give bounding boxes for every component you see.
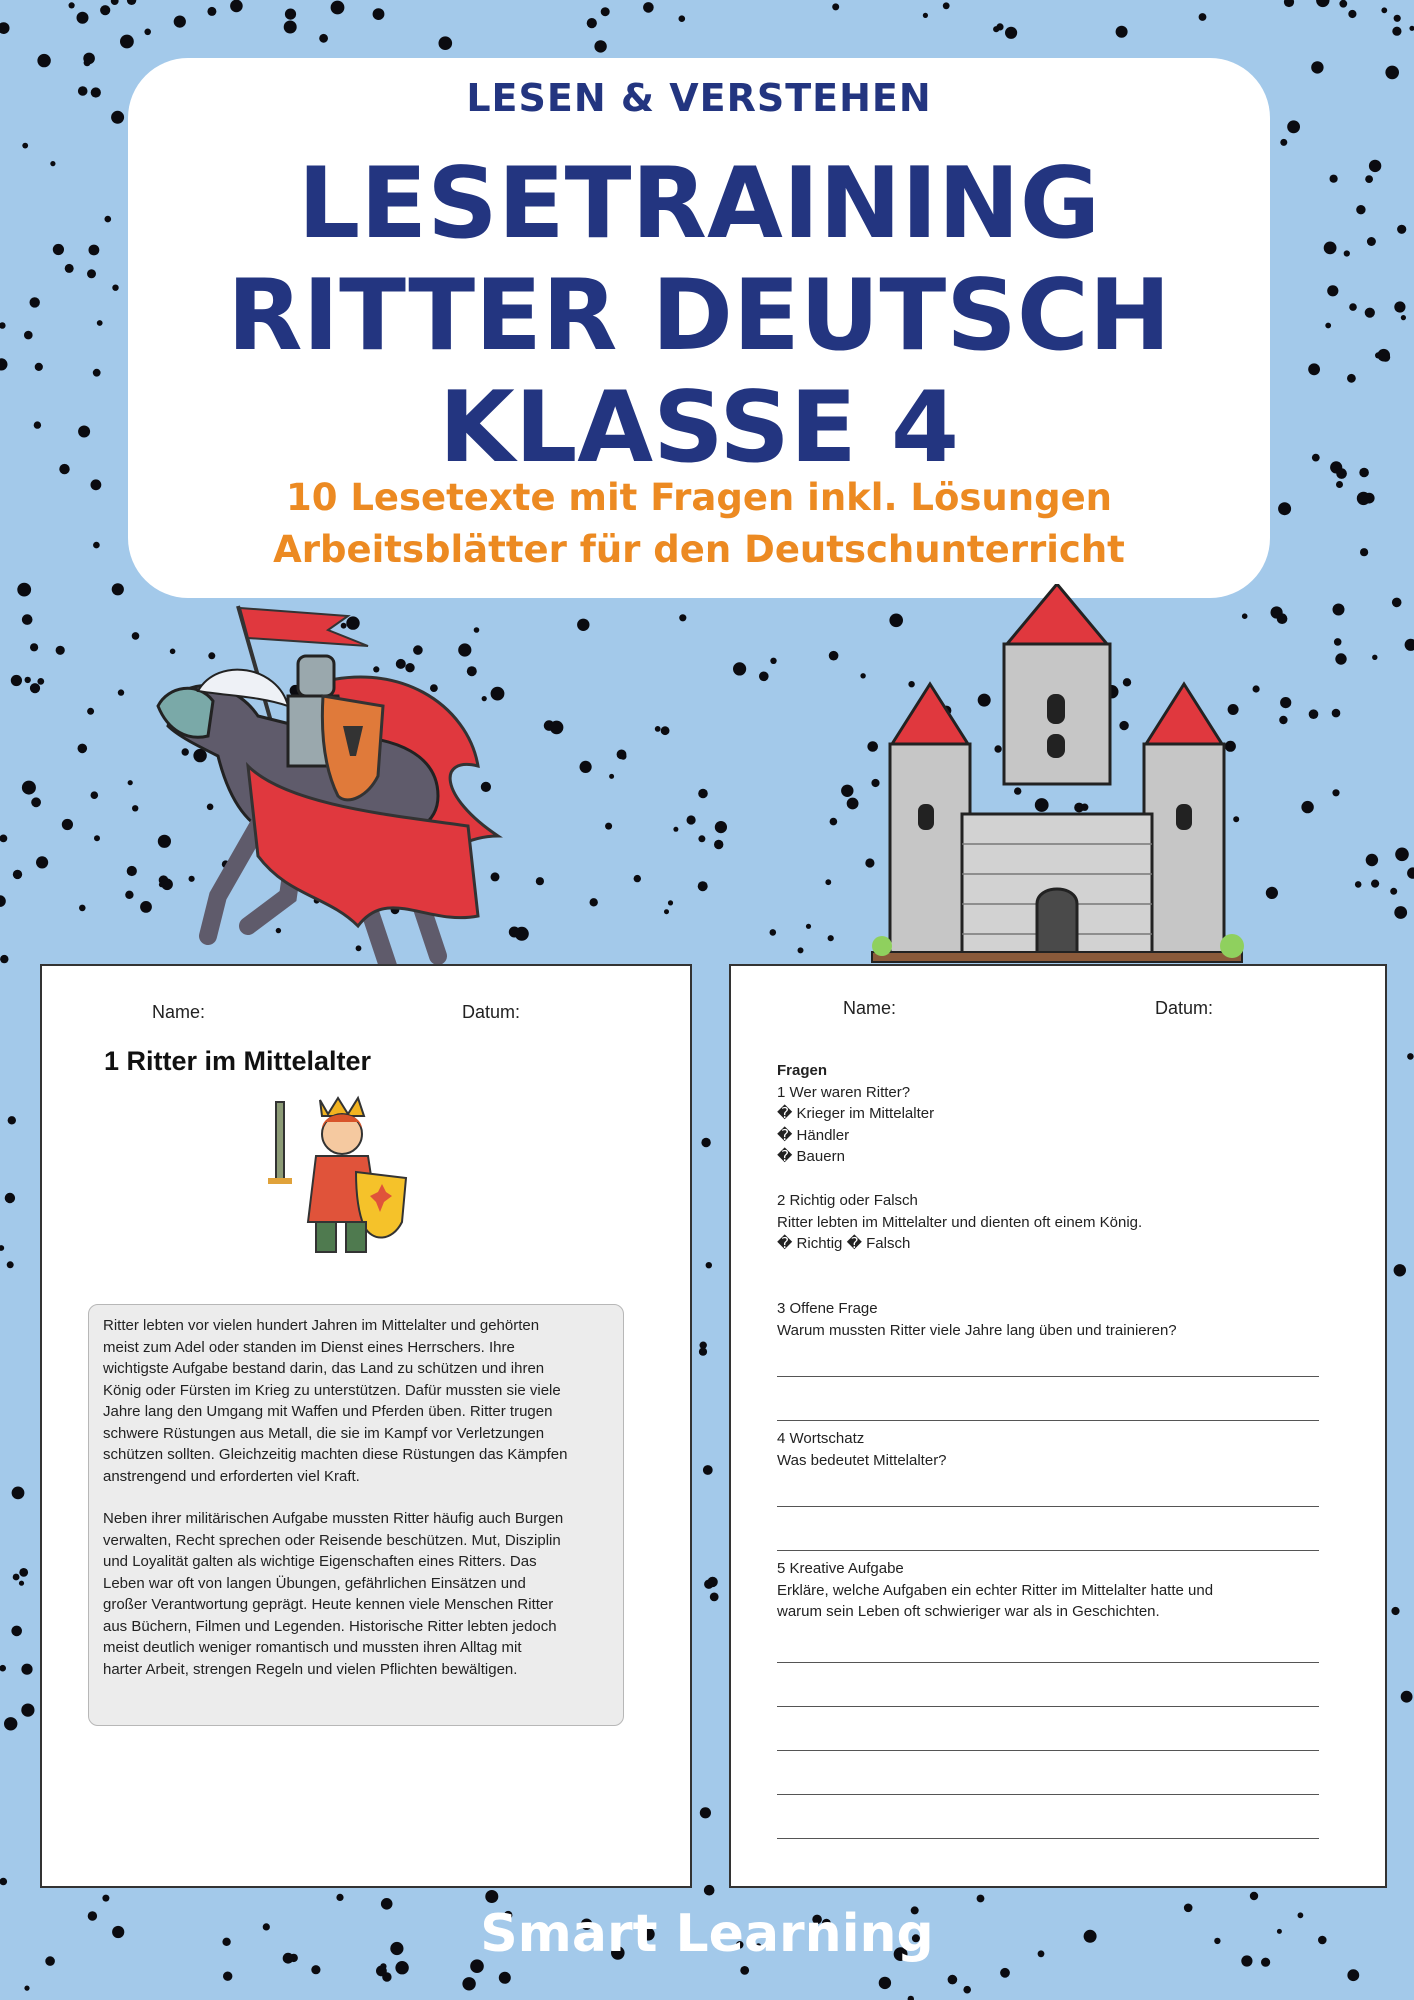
- background-dot: [0, 955, 8, 963]
- background-dot: [19, 1568, 28, 1577]
- background-dot: [703, 1465, 713, 1475]
- background-dot: [0, 835, 7, 843]
- text-line: Ritter lebten vor vielen hundert Jahren im Mittelalter und gehörten: [103, 1317, 540, 1334]
- background-dot: [93, 369, 101, 377]
- background-dot: [699, 1348, 707, 1356]
- background-dot: [661, 726, 670, 735]
- background-dot: [30, 683, 40, 693]
- background-dot: [1392, 598, 1402, 608]
- background-dot: [704, 1885, 715, 1896]
- background-dot: [0, 322, 6, 329]
- background-dot: [679, 15, 686, 22]
- background-dot: [948, 1975, 958, 1985]
- background-dot: [1394, 906, 1407, 919]
- question-2-block: [777, 1190, 1337, 1255]
- background-dot: [1280, 697, 1291, 708]
- background-dot: [78, 744, 88, 754]
- text-line: wichtigste Aufgabe bestand darin, das Land zu schützen und ihren: [103, 1360, 545, 1377]
- question-2-title: 2 Richtig oder Falsch: [777, 1192, 918, 1209]
- background-dot: [977, 1895, 985, 1903]
- background-dot: [733, 662, 746, 675]
- background-dot: [30, 643, 38, 651]
- background-dot: [230, 0, 243, 12]
- background-dot: [0, 358, 8, 370]
- background-dot: [223, 1972, 232, 1981]
- title-line-1: LESETRAINING: [297, 147, 1101, 261]
- answer-line[interactable]: [777, 1420, 1319, 1421]
- background-dot: [1332, 789, 1339, 796]
- text-line: Leben war oft von langen Übungen, gefährlichen Einsätzen und: [103, 1574, 526, 1592]
- question-1-title: 1 Wer waren Ritter?: [777, 1083, 911, 1101]
- background-dot: [17, 583, 31, 597]
- background-dot: [620, 753, 626, 759]
- background-dot: [1266, 887, 1278, 899]
- background-dot: [24, 1986, 29, 1991]
- background-dot: [993, 26, 999, 32]
- background-dot: [0, 1665, 6, 1672]
- background-dot: [1301, 801, 1313, 813]
- reading-text-box: [88, 1304, 624, 1726]
- background-dot: [59, 464, 69, 474]
- background-dot: [605, 823, 612, 830]
- background-dot: [1392, 27, 1401, 36]
- background-dot: [1359, 468, 1369, 478]
- background-dot: [923, 13, 928, 18]
- king-knight-illustration: [268, 1092, 438, 1260]
- background-dot: [1116, 26, 1128, 38]
- text-line: König oder Fürsten im Krieg zu unterstützen. Dafür mussten sie viele: [103, 1381, 561, 1399]
- answer-line[interactable]: [777, 1550, 1319, 1551]
- background-dot: [380, 1963, 386, 1969]
- background-dot: [13, 1574, 20, 1581]
- background-dot: [102, 1895, 109, 1902]
- background-dot: [1277, 613, 1288, 624]
- answer-line[interactable]: [777, 1706, 1319, 1707]
- background-dot: [112, 583, 124, 595]
- text-line: verwalten, Recht sprechen oder Reisende beschützen. Mut, Disziplin: [103, 1531, 561, 1549]
- background-dot: [1253, 685, 1260, 692]
- background-dot: [664, 909, 669, 914]
- background-dot: [1355, 881, 1362, 888]
- background-dot: [643, 2, 654, 13]
- background-dot: [847, 798, 859, 810]
- background-dot: [1394, 1264, 1406, 1276]
- background-dot: [1365, 308, 1375, 318]
- background-dot: [1401, 315, 1406, 320]
- background-dot: [1347, 374, 1356, 383]
- answer-line[interactable]: [777, 1376, 1319, 1377]
- answer-line[interactable]: [777, 1750, 1319, 1751]
- question-1-block: [777, 1060, 1337, 1168]
- background-dot: [668, 900, 673, 905]
- question-5-title: 5 Kreative Aufgabe: [777, 1560, 904, 1577]
- subtitle-line-1: 10 Lesetexte mit Fragen inkl. Lösungen: [285, 476, 1113, 519]
- background-dot: [1284, 0, 1294, 7]
- background-dot: [69, 2, 75, 8]
- background-dot: [1325, 323, 1331, 329]
- background-dot: [1405, 639, 1414, 651]
- background-dot: [587, 18, 597, 28]
- background-dot: [91, 87, 101, 97]
- question-1-option-2[interactable]: � Händler: [777, 1126, 850, 1144]
- background-dot: [841, 785, 853, 797]
- background-dot: [1279, 716, 1287, 724]
- background-dot: [0, 1245, 4, 1251]
- background-dot: [1311, 61, 1323, 73]
- background-dot: [111, 0, 119, 5]
- text-line: aus Büchern, Filmen und Legenden. Historische Ritter lebten jedoch: [103, 1617, 557, 1635]
- background-dot: [704, 1580, 713, 1589]
- background-dot: [715, 821, 727, 833]
- background-dot: [22, 614, 33, 625]
- background-dot: [832, 3, 839, 10]
- castle-illustration: [862, 584, 1252, 974]
- title-line-3: KLASSE 4: [438, 371, 960, 485]
- background-dot: [125, 891, 133, 899]
- background-dot: [1357, 492, 1370, 505]
- background-dot: [21, 1664, 32, 1675]
- background-dot: [1356, 205, 1365, 214]
- background-dot: [1332, 709, 1341, 718]
- background-dot: [19, 1581, 24, 1586]
- background-dot: [577, 619, 589, 631]
- background-dot: [1366, 854, 1378, 866]
- questions-heading: Fragen: [777, 1062, 828, 1079]
- name-label: Name:: [843, 998, 897, 1018]
- subtitle-line-2: Arbeitsblätter für den Deutschunterricht: [273, 528, 1125, 571]
- background-dot: [1369, 160, 1381, 172]
- background-dot: [601, 7, 610, 16]
- name-label: Name:: [152, 1002, 206, 1022]
- background-dot: [1199, 13, 1207, 21]
- background-dot: [943, 2, 950, 9]
- background-dot: [22, 781, 36, 795]
- background-dot: [1377, 349, 1390, 362]
- background-dot: [759, 672, 769, 682]
- background-dot: [1365, 175, 1373, 183]
- background-dot: [1348, 10, 1356, 18]
- background-dot: [174, 16, 186, 28]
- background-dot: [590, 898, 598, 906]
- background-dot: [373, 8, 385, 20]
- background-dot: [1409, 26, 1414, 31]
- background-dot: [580, 761, 592, 773]
- background-dot: [79, 905, 86, 912]
- background-dot: [594, 40, 606, 52]
- background-dot: [111, 111, 124, 124]
- background-dot: [11, 1626, 22, 1637]
- reading-paragraph-1: [103, 1315, 609, 1487]
- background-dot: [1394, 15, 1401, 22]
- background-dot: [770, 929, 777, 936]
- background-dot: [77, 12, 89, 24]
- background-dot: [798, 947, 804, 953]
- background-dot: [1407, 1053, 1414, 1060]
- background-dot: [24, 331, 33, 340]
- background-dot: [1309, 709, 1319, 719]
- background-dot: [1287, 120, 1300, 133]
- background-dot: [87, 269, 96, 278]
- knight-on-horse-illustration: [138, 596, 568, 986]
- question-4-text: Was bedeutet Mittelalter?: [777, 1451, 947, 1469]
- background-dot: [828, 935, 834, 941]
- background-dot: [1278, 502, 1291, 515]
- background-dot: [91, 479, 102, 490]
- title-line-2: RITTER DEUTSCH: [227, 259, 1171, 373]
- background-dot: [1334, 638, 1342, 646]
- background-dot: [1381, 7, 1387, 13]
- background-dot: [1280, 139, 1287, 146]
- background-dot: [1005, 27, 1017, 39]
- background-dot: [1395, 848, 1409, 862]
- background-dot: [1401, 1691, 1413, 1703]
- date-label: Datum:: [1155, 998, 1214, 1018]
- answer-line[interactable]: [777, 1506, 1319, 1507]
- background-dot: [1349, 303, 1357, 311]
- background-dot: [7, 1261, 14, 1268]
- background-dot: [112, 285, 118, 291]
- background-dot: [1330, 175, 1338, 183]
- background-dot: [1407, 867, 1414, 878]
- background-dot: [1308, 363, 1320, 375]
- question-3-text: Warum mussten Ritter viele Jahre lang üben und trainieren?: [777, 1321, 1177, 1339]
- background-dot: [879, 1977, 891, 1989]
- background-dot: [11, 675, 22, 686]
- question-2-statement: Ritter lebten im Mittelalter und dienten oft einem König.: [777, 1213, 1143, 1231]
- background-dot: [1324, 242, 1337, 255]
- background-dot: [908, 1996, 914, 2000]
- background-dot: [37, 54, 50, 67]
- background-dot: [31, 797, 41, 807]
- background-dot: [30, 297, 40, 307]
- reading-text-sheet: [40, 964, 692, 1888]
- background-dot: [740, 1966, 749, 1975]
- background-dot: [78, 426, 90, 438]
- background-dot: [634, 875, 641, 882]
- background-dot: [53, 244, 64, 255]
- background-dot: [806, 924, 811, 929]
- text-line: anstrengend und erforderten viel Kraft.: [103, 1467, 360, 1485]
- background-dot: [700, 1807, 711, 1818]
- background-dot: [127, 0, 136, 5]
- text-line: Neben ihrer militärischen Aufgabe mussten Ritter häufig auch Burgen: [103, 1510, 564, 1527]
- background-dot: [284, 21, 297, 34]
- background-dot: [439, 36, 453, 50]
- background-dot: [78, 86, 88, 96]
- background-dot: [1000, 1968, 1010, 1978]
- question-5-text-line-2: warum sein Leben oft schwieriger war als in Geschichten.: [777, 1603, 1160, 1620]
- background-dot: [1385, 66, 1399, 80]
- question-4-block: [777, 1428, 1337, 1471]
- background-dot: [336, 1894, 343, 1901]
- background-dot: [91, 791, 99, 799]
- background-dot: [830, 818, 838, 826]
- text-line: großer Verantwortung geprägt. Heute kennen viele Menschen Ritter: [103, 1596, 554, 1613]
- background-dot: [1391, 1607, 1399, 1615]
- background-dot: [673, 827, 678, 832]
- background-dot: [35, 363, 43, 371]
- kicker: LESEN & VERSTEHEN: [466, 76, 932, 120]
- background-dot: [1360, 548, 1368, 556]
- background-dot: [1336, 468, 1347, 479]
- answer-line[interactable]: [777, 1838, 1319, 1839]
- background-dot: [701, 1138, 710, 1147]
- background-dot: [963, 1986, 971, 1994]
- background-dot: [1344, 250, 1350, 256]
- background-dot: [128, 780, 133, 785]
- background-dot: [0, 895, 6, 907]
- background-dot: [1312, 454, 1320, 462]
- background-dot: [1335, 653, 1346, 664]
- header-card: [128, 58, 1270, 598]
- background-dot: [100, 5, 110, 15]
- question-1-option-1[interactable]: � Krieger im Mittelalter: [777, 1105, 935, 1122]
- background-dot: [94, 835, 100, 841]
- text-line: Jahre lang den Umgang mit Waffen und Pferden üben. Ritter trugen: [103, 1403, 553, 1420]
- background-dot: [87, 708, 94, 715]
- background-dot: [714, 840, 723, 849]
- answer-line[interactable]: [777, 1662, 1319, 1663]
- background-dot: [1339, 0, 1347, 8]
- background-dot: [83, 53, 95, 65]
- background-dot: [127, 866, 137, 876]
- background-dot: [89, 245, 100, 256]
- background-dot: [687, 815, 696, 824]
- background-dot: [829, 651, 839, 661]
- text-line: harter Arbeit, strengen Regeln und vielen Pflichten bewältigen.: [103, 1660, 518, 1678]
- lesson-title: 1 Ritter im Mittelalter: [104, 1046, 372, 1076]
- background-dot: [25, 677, 31, 683]
- text-line: schwere Rüstungen aus Metall, die sie im Kampf vor Verletzungen: [103, 1424, 545, 1442]
- background-dot: [485, 1890, 498, 1903]
- background-dot: [285, 9, 296, 20]
- background-dot: [13, 870, 22, 879]
- text-line: und Loyalität galten als wichtige Eigenschaften eines Ritters. Das: [103, 1553, 537, 1570]
- background-dot: [12, 1487, 25, 1500]
- background-dot: [22, 143, 28, 149]
- background-dot: [1394, 301, 1405, 312]
- background-dot: [0, 22, 10, 34]
- question-1-option-3[interactable]: � Bauern: [777, 1148, 845, 1165]
- reading-paragraph-2: [103, 1508, 609, 1680]
- background-dot: [1390, 888, 1397, 895]
- background-dot: [462, 1977, 475, 1990]
- question-5-block: [777, 1558, 1337, 1623]
- questions-sheet: [729, 964, 1387, 1888]
- background-dot: [37, 678, 44, 685]
- background-dot: [120, 35, 134, 49]
- background-dot: [679, 614, 686, 621]
- background-dot: [1347, 1969, 1359, 1981]
- text-line: meist deutlich weniger romantisch und mussten ihren Alltag mit: [103, 1639, 522, 1656]
- background-dot: [1250, 1892, 1258, 1900]
- question-5-text-line-1: Erkläre, welche Aufgaben ein echter Ritter im Mittelalter hatte und: [777, 1581, 1214, 1599]
- question-2-options[interactable]: � Richtig � Falsch: [777, 1235, 911, 1252]
- question-3-block: [777, 1298, 1337, 1341]
- question-4-title: 4 Wortschatz: [777, 1430, 865, 1447]
- text-line: meist zum Adel oder standen im Dienst eines Herrschers. Ihre: [103, 1338, 515, 1356]
- background-dot: [4, 1717, 17, 1730]
- background-dot: [609, 774, 614, 779]
- background-dot: [105, 216, 112, 223]
- background-dot: [62, 819, 73, 830]
- background-dot: [34, 421, 41, 428]
- background-dot: [1327, 285, 1338, 296]
- background-dot: [1367, 237, 1376, 246]
- background-dot: [36, 856, 48, 868]
- background-dot: [207, 7, 216, 16]
- background-dot: [710, 1593, 719, 1602]
- background-dot: [331, 1, 345, 15]
- background-dot: [1397, 225, 1406, 234]
- date-label: Datum:: [462, 1002, 521, 1022]
- background-dot: [1372, 655, 1377, 660]
- background-dot: [8, 1116, 16, 1124]
- background-dot: [311, 1965, 320, 1974]
- answer-line[interactable]: [777, 1794, 1319, 1795]
- background-dot: [1336, 481, 1343, 488]
- background-dot: [144, 29, 151, 36]
- background-dot: [698, 789, 708, 799]
- background-dot: [706, 1262, 712, 1268]
- background-dot: [1371, 880, 1379, 888]
- text-line: schützen sollten. Gleichzeitig machten diese Rüstungen das Kämpfen: [103, 1446, 568, 1463]
- background-dot: [655, 726, 661, 732]
- background-dot: [93, 542, 100, 549]
- background-dot: [319, 34, 328, 43]
- background-dot: [0, 1878, 7, 1886]
- background-dot: [65, 264, 74, 273]
- background-dot: [118, 689, 124, 695]
- background-dot: [1316, 0, 1329, 7]
- background-dot: [56, 646, 65, 655]
- background-dot: [21, 1704, 34, 1717]
- background-dot: [698, 835, 705, 842]
- background-dot: [1333, 604, 1345, 616]
- background-dot: [50, 161, 55, 166]
- background-dot: [825, 879, 831, 885]
- background-dot: [5, 1193, 15, 1203]
- background-dot: [698, 881, 708, 891]
- question-3-title: 3 Offene Frage: [777, 1300, 878, 1317]
- brand-logo-text: Smart Learning: [480, 1904, 934, 1964]
- background-dot: [499, 1972, 511, 1984]
- background-dot: [770, 658, 776, 664]
- background-dot: [97, 320, 103, 326]
